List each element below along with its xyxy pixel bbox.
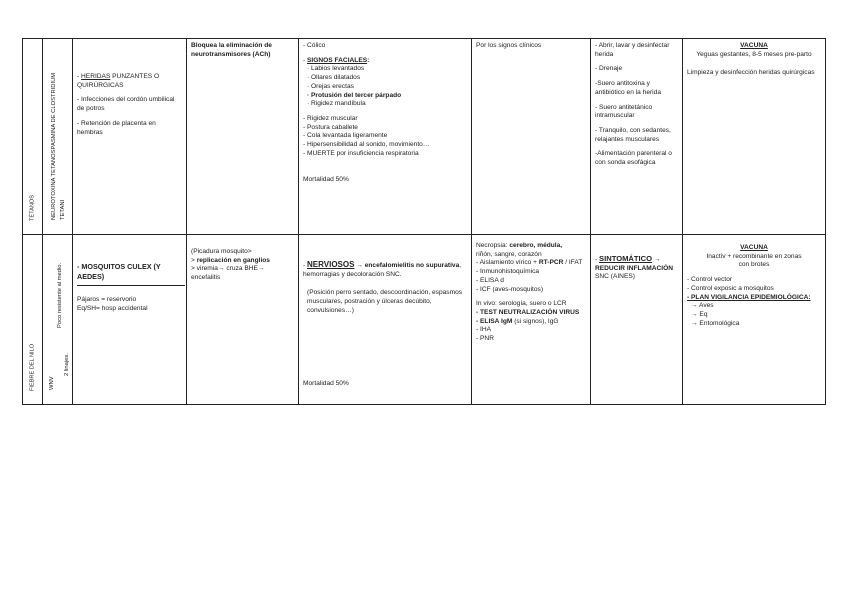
treatment-item: -Alimentación parenteral o con sonda esofágica <box>595 150 672 167</box>
pathogenesis-text-tetanos: Bloquea la eliminación de neurotransmisores (ACh) <box>191 42 272 58</box>
limpieza-text: Limpieza y desinfección heridas quirúrgicas <box>687 69 815 77</box>
disease-name-nilo: FIEBRE DEL NILO <box>28 343 35 391</box>
facial-item: · Labios levantados <box>307 65 365 73</box>
disease-cell-tetanos <box>23 39 43 235</box>
agent-line3-nilo: 2 linajes. <box>64 353 70 377</box>
signs-cell-nilo <box>299 235 472 405</box>
divider <box>77 285 185 286</box>
necropsia-text: Necropsia: cerebro, médula, <box>476 242 563 249</box>
agent-line2-tetanos: TETANI <box>60 200 66 221</box>
snc-text: SNC (AINES) <box>595 273 635 281</box>
general-sign: - MUERTE por insuficiencia respiratoria <box>303 149 419 157</box>
general-sign: - Postura caballete <box>303 123 358 131</box>
treatment-item: - Tranquilo, con sedantes, relajantes musculares <box>595 126 671 143</box>
reducir-text: REDUCIR INFLAMACIÓN <box>595 264 674 272</box>
control-item: - Control vector <box>687 276 733 284</box>
treatment-item: - Drenaje <box>595 65 623 73</box>
vacuna-heading-nilo: VACUNA <box>740 244 768 251</box>
diagnosis-item: - ICF (aves-mosquitos) <box>476 285 544 293</box>
agent-cell-tetanos <box>43 39 73 235</box>
elisa-igm: - ELISA IgM (si signos), IgG <box>476 317 559 325</box>
diagnosis-text-tetanos: Por los signos clínicos <box>476 42 542 49</box>
plan-item: → Aves <box>691 302 714 310</box>
sintomatico-text: - SINTOMÁTICO → <box>595 254 661 263</box>
treatment-cell-nilo <box>591 235 683 405</box>
treatment-item: -Suero antitoxina y antibiótico en la herida <box>595 80 661 96</box>
agent-line1-nilo: WNV <box>49 376 55 391</box>
transmission-cell-nilo <box>73 235 187 405</box>
mortalidad-tetanos: Mortalidad 50% <box>303 176 349 184</box>
plan-item: → Eq <box>691 310 708 318</box>
treatment-item: - Suero antitetánico intramuscular <box>595 103 653 120</box>
facial-item: · Rigidez mandíbula <box>307 100 366 108</box>
diagnosis-item: - IHA <box>476 326 492 334</box>
agent-line2-nilo: Poco resistente al medio. <box>57 263 63 329</box>
mortalidad-nilo: Mortalidad 50% <box>303 379 349 387</box>
control-item: - Control exposic a mosquitos <box>687 284 774 292</box>
facial-item: · Orejas erectas <box>307 82 354 90</box>
diagnosis-cell-nilo <box>472 235 591 405</box>
general-sign: - Rigidez muscular <box>303 114 358 122</box>
vacuna-heading-tetanos: VACUNA <box>740 42 768 49</box>
placenta-text: - Retención de placenta en hembras <box>77 119 156 136</box>
table-row-tetanos <box>23 39 826 235</box>
treatment-item: - Abrir, lavar y desinfectar herida <box>595 42 670 58</box>
plan-item: → Entomológica <box>691 319 740 327</box>
disease-cell-nilo <box>23 235 43 405</box>
plan-vigilancia: - PLAN VIGILANCIA EPIDEMIOLÓGICA: <box>687 293 811 301</box>
facial-item-protrusion: · Protusión del tercer párpado <box>307 91 402 99</box>
general-sign: - Hipersensibilidad al sonido, movimiento… <box>303 141 430 149</box>
prevention-cell-nilo <box>683 235 826 405</box>
disease-table <box>22 38 826 405</box>
transmission-cell-tetanos <box>73 39 187 235</box>
test-neutralizacion: - TEST NEUTRALIZACIÓN VIRUS <box>476 308 580 316</box>
aislamiento-text: - Aislamiento vírico + RT-PCR / IFAT <box>476 259 583 267</box>
mosquitos-text: - MOSQUITOS CULEX (Y AEDES) <box>77 262 161 281</box>
pathogenesis-line: encefalitis <box>191 274 221 282</box>
heridas-text: - HERIDAS PUNZANTES O QUIRÚRGICAS <box>77 73 160 89</box>
agent-line1-tetanos: NEUROTOXINA TETANOSPASMINA DE CLOSTRIDIUM <box>51 73 57 221</box>
disease-name-tetanos: TÉTANOS <box>28 194 35 221</box>
pathogenesis-line: (Picadura mosquito> <box>191 248 252 255</box>
vacuna-text-tetanos: Yeguas gestantes, 8-5 meses pre-parto <box>696 50 812 58</box>
vacuna-text-nilo: Inactiv + recombinante en zonas con brotes <box>706 252 802 269</box>
general-sign: - Cola levantada ligeramente <box>303 132 388 140</box>
pathogenesis-line: > viremia→ cruza BHE→ <box>191 265 265 273</box>
diagnosis-item: - Inmunohistoquímica <box>476 268 540 276</box>
diagnosis-item: - ELISA d <box>476 276 504 284</box>
agent-cell-nilo <box>43 235 73 405</box>
diagnosis-cell-tetanos <box>472 39 591 235</box>
invivo-text: In vivo: serología, suero o LCR <box>476 300 567 308</box>
posicion-text: (Posición perro sentado, descoordinación, espasmos musculares, postración y úlceras decúbito, convulsiones…) <box>307 289 463 314</box>
eq-text: Eq/SH= hosp accidental <box>77 304 148 312</box>
signs-cell-tetanos <box>299 39 472 235</box>
pathogenesis-line: > replicación en ganglios <box>191 256 270 264</box>
signos-faciales-heading: - SIGNOS FACIALES: <box>303 56 370 64</box>
diagnosis-item: - PNR <box>476 335 494 343</box>
treatment-cell-tetanos <box>591 39 683 235</box>
facial-item: · Ollares dilatados <box>307 74 361 82</box>
necropsia-text-2: riñón, sangre, corazón <box>476 250 542 258</box>
pathogenesis-cell-tetanos <box>187 39 299 235</box>
cordon-text: - Infecciones del cordón umbilical de potros <box>77 96 175 113</box>
colico-text: - Cólico <box>303 42 326 49</box>
pathogenesis-cell-nilo <box>187 235 299 405</box>
prevention-cell-tetanos <box>683 39 826 235</box>
nerviosos-text: - NERVIOSOS → encefalomielitis no supurativa, hemorragias y decoloración SNC. <box>303 260 462 278</box>
pajaros-text: Pájaros = reservorio <box>77 296 137 303</box>
table-row-nilo <box>23 235 826 405</box>
